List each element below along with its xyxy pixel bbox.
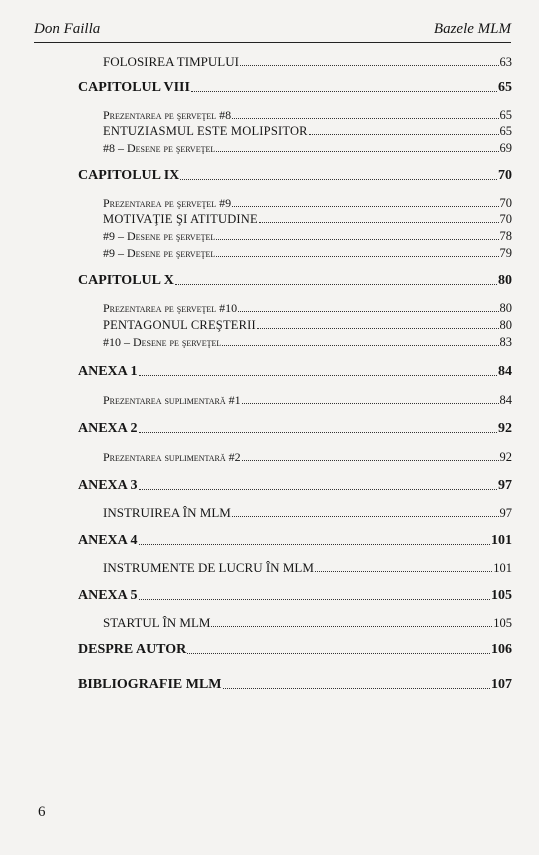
toc-entry-label: BIBLIOGRAFIE MLM (78, 677, 222, 692)
toc-entry-page: 97 (498, 478, 512, 493)
toc-section-entry (103, 393, 512, 408)
toc-entry-label: #9 – Desene pe şerveţel (103, 229, 216, 243)
toc-entry-page: 105 (491, 588, 512, 603)
toc-entry-page: 84 (498, 364, 512, 379)
dot-leader (257, 327, 499, 329)
toc-chapter-entry (78, 168, 512, 184)
dot-leader (139, 431, 497, 433)
toc-entry-label: ANEXA 4 (78, 533, 138, 548)
dot-leader (216, 150, 498, 152)
dot-leader (242, 459, 499, 461)
toc-entry-page: 97 (499, 506, 512, 520)
toc-entry-page: 70 (498, 168, 512, 183)
dot-leader (223, 687, 490, 689)
toc-entry-label: ANEXA 3 (78, 478, 138, 493)
header-author: Don Failla (34, 21, 101, 37)
toc-entry-label: INSTRUIREA ÎN MLM (103, 505, 231, 520)
toc-entry-page: 101 (491, 533, 512, 548)
toc-chapter-entry (78, 588, 512, 604)
dot-leader (191, 90, 497, 92)
toc-entry-page: 79 (499, 246, 512, 260)
toc-entry-label: Prezentarea suplimentară #1 (103, 393, 241, 407)
toc-entry-page: 80 (499, 301, 512, 315)
toc-entry-page: 80 (499, 318, 512, 332)
toc-section-entry (103, 246, 512, 261)
toc-entry-label: #9 – Desene pe şerveţel (103, 246, 216, 260)
dot-leader (139, 374, 497, 376)
toc-entry-page: 80 (498, 273, 512, 288)
toc-entry-page: 70 (499, 196, 512, 210)
dot-leader (216, 238, 498, 240)
toc-entry-label: Prezentarea pe şerveţel #8 (103, 108, 232, 122)
toc-entry-page: 106 (491, 642, 512, 657)
toc-chapter-entry (78, 642, 512, 658)
toc-entry-label: CAPITOLUL IX (78, 168, 180, 183)
toc-entry-label: ANEXA 5 (78, 588, 138, 603)
toc-entry-page: 84 (499, 393, 512, 407)
toc-entry-label: #10 – Desene pe şerveţel (103, 335, 222, 349)
toc-chapter-entry (78, 421, 512, 437)
dot-leader (309, 133, 499, 135)
toc-entry-page: 65 (499, 108, 512, 122)
dot-leader (222, 344, 498, 346)
toc-entry-label: ANEXA 2 (78, 421, 138, 436)
dot-leader (259, 221, 499, 223)
toc-entry-page: 63 (499, 55, 512, 69)
toc-entry-page: 107 (491, 677, 512, 692)
toc-entry-page: 69 (499, 141, 512, 155)
toc-entry-label: Prezentarea suplimentară #2 (103, 450, 241, 464)
toc-entry-page: 101 (493, 561, 512, 575)
toc-section-entry (103, 560, 512, 576)
dot-leader (232, 117, 498, 119)
toc-section-entry (103, 229, 512, 244)
page-number: 6 (38, 804, 46, 820)
toc-entry-label: CAPITOLUL VIII (78, 80, 190, 95)
toc-entry-label: FOLOSIREA TIMPULUI (103, 54, 239, 69)
toc-section-entry (103, 615, 512, 631)
toc-entry-page: 70 (499, 212, 512, 226)
toc-section-entry (103, 108, 512, 123)
toc-entry-label: PENTAGONUL CREŞTERII (103, 318, 256, 332)
toc-chapter-entry (78, 80, 512, 96)
toc-entry-page: 92 (499, 450, 512, 464)
header-title: Bazele MLM (433, 21, 511, 37)
toc-entry-label: ENTUZIASMUL ESTE MOLIPSITOR (103, 124, 308, 138)
toc-entry-label: Prezentarea pe şerveţel #10 (103, 301, 238, 315)
dot-leader (187, 652, 490, 654)
toc-entry-label: INSTRUMENTE DE LUCRU ÎN MLM (103, 560, 314, 575)
toc-entry-label: ANEXA 1 (78, 364, 138, 379)
toc-entry-page: 92 (498, 421, 512, 436)
dot-leader (139, 488, 497, 490)
dot-leader (211, 625, 492, 627)
toc-chapter-entry (78, 677, 512, 693)
toc-section-entry (103, 505, 512, 521)
toc-entry-label: Prezentarea pe şerveţel #9 (103, 196, 232, 210)
running-header (34, 16, 511, 43)
toc-entry-label: DESPRE AUTOR (78, 642, 187, 657)
dot-leader (240, 64, 499, 66)
dot-leader (180, 178, 497, 180)
toc-chapter-entry (78, 478, 512, 494)
toc-entry-page: 65 (498, 80, 512, 95)
toc-entry-page: 105 (493, 616, 512, 630)
dot-leader (232, 515, 499, 517)
toc-chapter-entry (78, 273, 512, 289)
dot-leader (175, 283, 497, 285)
toc-entry-label: STARTUL ÎN MLM (103, 615, 211, 630)
toc-entry-label: MOTIVAŢIE ŞI ATITUDINE (103, 212, 258, 226)
toc-section-entry (103, 318, 512, 333)
toc-section-entry (103, 212, 512, 227)
toc-section-entry (103, 54, 512, 70)
toc-chapter-entry (78, 364, 512, 380)
toc-section-entry (103, 335, 512, 350)
toc-section-entry (103, 141, 512, 156)
toc-entry-label: #8 – Desene pe şerveţel (103, 141, 216, 155)
toc-section-entry (103, 124, 512, 139)
toc-entry-page: 83 (499, 335, 512, 349)
toc-section-entry (103, 450, 512, 465)
dot-leader (315, 570, 492, 572)
toc-chapter-entry (78, 533, 512, 549)
dot-leader (238, 310, 498, 312)
toc-section-entry (103, 196, 512, 211)
toc-entry-label: CAPITOLUL X (78, 273, 174, 288)
dot-leader (242, 402, 499, 404)
dot-leader (139, 598, 490, 600)
dot-leader (139, 543, 490, 545)
dot-leader (232, 205, 498, 207)
toc-entry-page: 78 (499, 229, 512, 243)
toc-entry-page: 65 (499, 124, 512, 138)
dot-leader (216, 255, 498, 257)
toc-section-entry (103, 301, 512, 316)
